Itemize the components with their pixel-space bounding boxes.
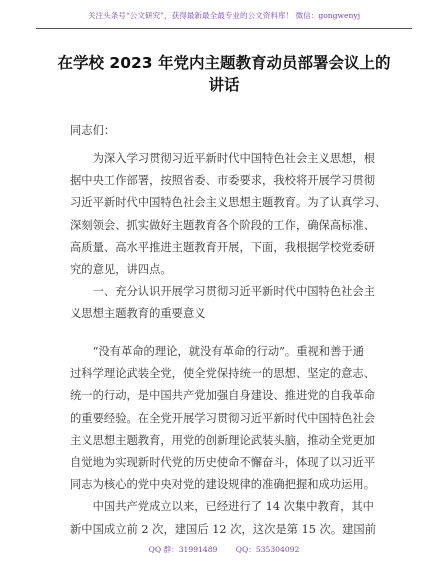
body-line: 为深入学习贯彻习近平新时代中国特色社会主义思想，根 bbox=[70, 152, 376, 165]
body-paragraph-2 bbox=[70, 341, 392, 541]
document-title bbox=[40, 52, 408, 96]
salutation: 同志们： bbox=[70, 124, 116, 137]
body-line: 究的意见，讲四点。 bbox=[70, 263, 172, 277]
body-paragraph-1 bbox=[70, 148, 392, 326]
header-banner: 关注头条号“公文研究”，获得最新最全最专业的公文资料库！ 微信：gongwenyj bbox=[87, 11, 361, 20]
footer-contact bbox=[0, 544, 448, 555]
footer-qq: QQ：535304092 bbox=[235, 545, 300, 554]
body-line: 高质量、高水平推进主题教育开展，下面，我根据学校党委研 bbox=[70, 240, 376, 254]
body-line: 统一的行动，是中国共产党加强自身建设、推进党的自我革命 bbox=[70, 389, 376, 403]
body-line: 的重要经验。在全党开展学习贯彻习近平新时代中国特色社会 bbox=[70, 411, 376, 425]
body-line: 中国共产党成立以来，已经进行了 14 次集中教育，其中 bbox=[70, 500, 374, 514]
section-heading-line: 一、充分认识开展学习贯彻习近平新时代中国特色社会主 bbox=[70, 285, 376, 299]
body-line: “没有革命的理论，就没有革命的行动”。重视和善于通 bbox=[70, 345, 364, 358]
footer-qq-group: QQ 群：31991489 bbox=[148, 545, 218, 554]
body-line: 主义思想主题教育，用党的创新理论武装头脑，推动全党更加 bbox=[70, 433, 376, 447]
body-line: 自觉地为实现新时代党的历史使命不懈奋斗，体现了以习近平 bbox=[70, 456, 376, 470]
section-heading-line: 义思想主题教育的重要意义 bbox=[70, 307, 206, 321]
header-divider bbox=[36, 28, 412, 29]
body-line: 过科学理论武装全党，使全党保持统一的思想、坚定的意志、 bbox=[70, 367, 376, 381]
body-line: 习近平新时代中国特色社会主义思想主题教育。为了认真学习、 bbox=[70, 196, 387, 210]
body-line: 据中央工作部署，按照省委、市委要求，我校将开展学习贯彻 bbox=[70, 174, 376, 188]
body-line: 新中国成立前 2 次，建国后 12 次，这次是第 15 次。建国前 bbox=[70, 522, 377, 536]
body-line: 深刻领会、抓实做好主题教育各个阶段的工作，确保高标准、 bbox=[70, 218, 376, 232]
title-line-2: 讲话 bbox=[208, 76, 240, 94]
title-line-1: 在学校 2023 年党内主题教育动员部署会议上的 bbox=[57, 54, 391, 72]
body-line: 同志为核心的党中央对党的建设规律的准确把握和成功运用。 bbox=[70, 478, 376, 492]
